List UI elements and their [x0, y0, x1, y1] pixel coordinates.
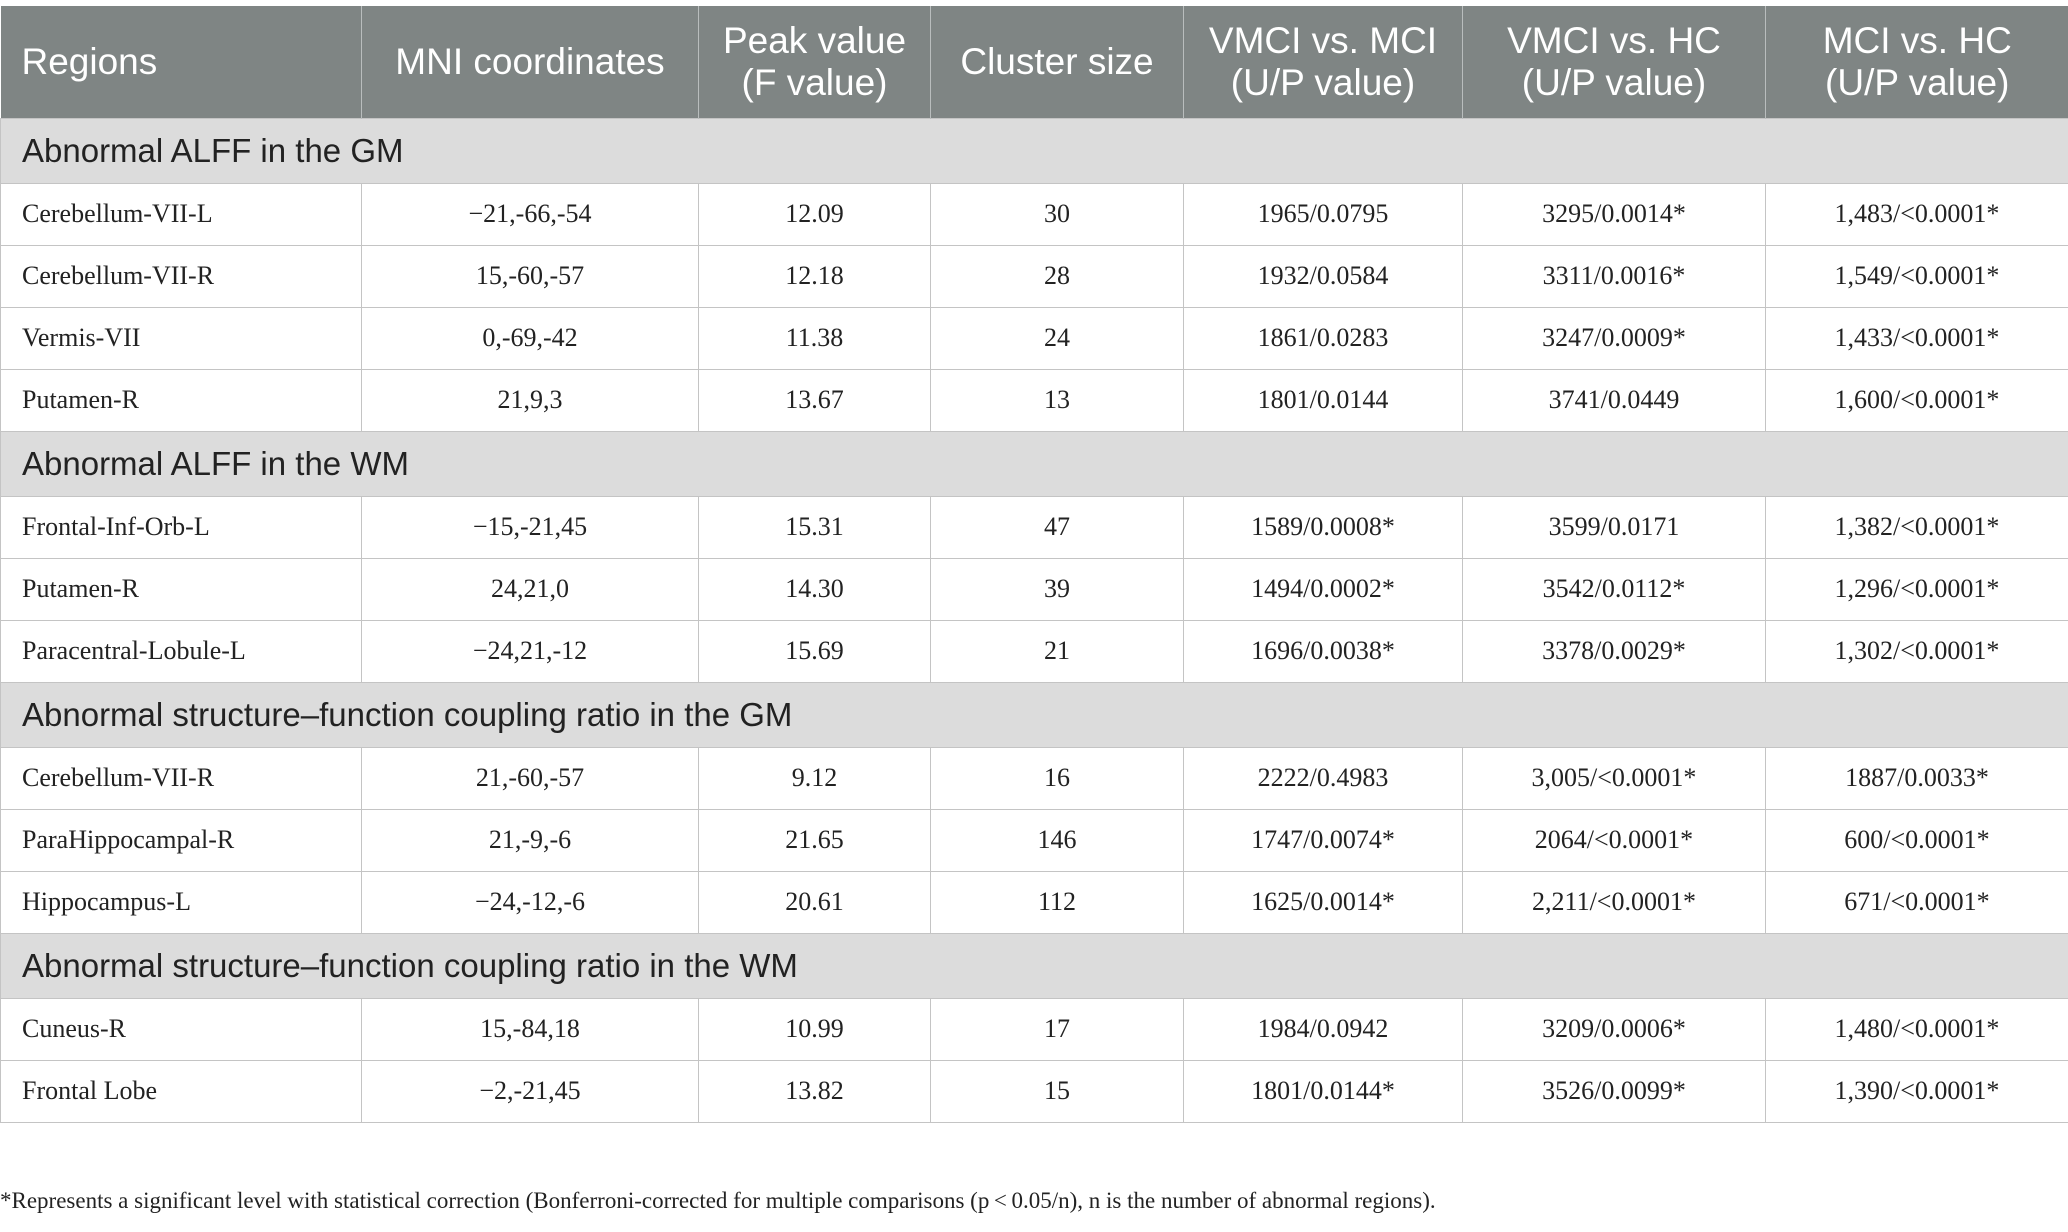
table-cell: Cerebellum-VII-L — [1, 183, 362, 245]
section-header-row — [1, 682, 2068, 747]
table-cell: 13 — [931, 369, 1184, 431]
table-cell: Paracentral-Lobule-L — [1, 620, 362, 682]
table-cell: −24,-12,-6 — [362, 871, 699, 933]
table-cell: 11.38 — [699, 307, 931, 369]
table-cell: 1,433/<0.0001* — [1766, 307, 2068, 369]
table-row — [1, 369, 2068, 431]
section-header-row — [1, 118, 2068, 183]
table-cell: 1984/0.0942 — [1184, 998, 1463, 1060]
table-cell: 1965/0.0795 — [1184, 183, 1463, 245]
section-title: Abnormal ALFF in the GM — [1, 118, 2068, 183]
table-cell: 1,480/<0.0001* — [1766, 998, 2068, 1060]
table-footnote: *Represents a significant level with statistical correction (Bonferroni-corrected for multiple comparisons (p < 0.05/n), n is the number of abnormal regions). — [0, 1188, 1436, 1213]
table-cell: 2064/<0.0001* — [1463, 809, 1766, 871]
table-cell: 16 — [931, 747, 1184, 809]
results-table — [0, 6, 2068, 1123]
table-cell: 1,382/<0.0001* — [1766, 496, 2068, 558]
column-header-regions: Regions — [1, 6, 362, 118]
table-cell: −15,-21,45 — [362, 496, 699, 558]
table-cell: 1589/0.0008* — [1184, 496, 1463, 558]
table-row — [1, 747, 2068, 809]
table-cell: 3599/0.0171 — [1463, 496, 1766, 558]
column-header-vmci-vs-mci: VMCI vs. MCI (U/P value) — [1184, 6, 1463, 118]
table-cell: Cuneus-R — [1, 998, 362, 1060]
column-header-cluster-size: Cluster size — [931, 6, 1184, 118]
table-cell: 12.18 — [699, 245, 931, 307]
table-cell: 1,296/<0.0001* — [1766, 558, 2068, 620]
table-cell: 12.09 — [699, 183, 931, 245]
table-cell: 1696/0.0038* — [1184, 620, 1463, 682]
table-cell: 1801/0.0144 — [1184, 369, 1463, 431]
table-cell: 30 — [931, 183, 1184, 245]
table-cell: 15 — [931, 1060, 1184, 1122]
table-row — [1, 809, 2068, 871]
table-row — [1, 1060, 2068, 1122]
table-cell: 3209/0.0006* — [1463, 998, 1766, 1060]
table-cell: 1625/0.0014* — [1184, 871, 1463, 933]
table-row — [1, 620, 2068, 682]
table-cell: 15.69 — [699, 620, 931, 682]
table-cell: Frontal-Inf-Orb-L — [1, 496, 362, 558]
table-cell: Frontal Lobe — [1, 1060, 362, 1122]
table-cell: 0,-69,-42 — [362, 307, 699, 369]
table-cell: Cerebellum-VII-R — [1, 747, 362, 809]
table-cell: 1932/0.0584 — [1184, 245, 1463, 307]
table-cell: 1494/0.0002* — [1184, 558, 1463, 620]
table-cell: Vermis-VII — [1, 307, 362, 369]
table-cell: 1,483/<0.0001* — [1766, 183, 2068, 245]
table-row — [1, 998, 2068, 1060]
table-cell: 21,-9,-6 — [362, 809, 699, 871]
table-cell: 28 — [931, 245, 1184, 307]
table-cell: −24,21,-12 — [362, 620, 699, 682]
table-row — [1, 558, 2068, 620]
table-cell: 15,-60,-57 — [362, 245, 699, 307]
table-cell: 17 — [931, 998, 1184, 1060]
table-cell: 1861/0.0283 — [1184, 307, 1463, 369]
table-cell: 20.61 — [699, 871, 931, 933]
section-header-row — [1, 933, 2068, 998]
table-cell: Cerebellum-VII-R — [1, 245, 362, 307]
table-cell: 1,549/<0.0001* — [1766, 245, 2068, 307]
table-row — [1, 307, 2068, 369]
table-cell: 15,-84,18 — [362, 998, 699, 1060]
section-title: Abnormal structure–function coupling ratio in the GM — [1, 682, 2068, 747]
table-cell: 671/<0.0001* — [1766, 871, 2068, 933]
table-cell: 3741/0.0449 — [1463, 369, 1766, 431]
section-header-row — [1, 431, 2068, 496]
table-cell: 13.67 — [699, 369, 931, 431]
table-cell: 14.30 — [699, 558, 931, 620]
table-cell: 3247/0.0009* — [1463, 307, 1766, 369]
table-cell: 1801/0.0144* — [1184, 1060, 1463, 1122]
table-cell: 15.31 — [699, 496, 931, 558]
table-cell: 3526/0.0099* — [1463, 1060, 1766, 1122]
table-cell: 9.12 — [699, 747, 931, 809]
table-cell: −2,-21,45 — [362, 1060, 699, 1122]
column-header-mni-coordinates: MNI coordinates — [362, 6, 699, 118]
table-cell: 600/<0.0001* — [1766, 809, 2068, 871]
table-cell: 2222/0.4983 — [1184, 747, 1463, 809]
table-header — [1, 6, 2068, 118]
table-row — [1, 496, 2068, 558]
table-cell: 13.82 — [699, 1060, 931, 1122]
table-cell: 3,005/<0.0001* — [1463, 747, 1766, 809]
table-cell: 1,390/<0.0001* — [1766, 1060, 2068, 1122]
column-header-peak-value: Peak value (F value) — [699, 6, 931, 118]
table-cell: 3295/0.0014* — [1463, 183, 1766, 245]
section-title: Abnormal ALFF in the WM — [1, 431, 2068, 496]
table-cell: 21 — [931, 620, 1184, 682]
table-cell: 3311/0.0016* — [1463, 245, 1766, 307]
table-cell: −21,-66,-54 — [362, 183, 699, 245]
table-cell: 1887/0.0033* — [1766, 747, 2068, 809]
table-cell: Hippocampus-L — [1, 871, 362, 933]
table-cell: 47 — [931, 496, 1184, 558]
table-cell: 1747/0.0074* — [1184, 809, 1463, 871]
table-cell: ParaHippocampal-R — [1, 809, 362, 871]
table-cell: 3542/0.0112* — [1463, 558, 1766, 620]
table-cell: 21,-60,-57 — [362, 747, 699, 809]
column-header-vmci-vs-hc: VMCI vs. HC (U/P value) — [1463, 6, 1766, 118]
table-row — [1, 871, 2068, 933]
table-cell: 21,9,3 — [362, 369, 699, 431]
table-cell: 3378/0.0029* — [1463, 620, 1766, 682]
table-cell: Putamen-R — [1, 369, 362, 431]
table-cell: 39 — [931, 558, 1184, 620]
table-cell: 1,302/<0.0001* — [1766, 620, 2068, 682]
table-cell: 112 — [931, 871, 1184, 933]
table-cell: 10.99 — [699, 998, 931, 1060]
table-row — [1, 245, 2068, 307]
table-cell: 146 — [931, 809, 1184, 871]
table-cell: 24 — [931, 307, 1184, 369]
table-body — [1, 118, 2068, 1122]
table-cell: 21.65 — [699, 809, 931, 871]
table-row — [1, 183, 2068, 245]
table-cell: 2,211/<0.0001* — [1463, 871, 1766, 933]
table-cell: Putamen-R — [1, 558, 362, 620]
section-title: Abnormal structure–function coupling ratio in the WM — [1, 933, 2068, 998]
table-cell: 1,600/<0.0001* — [1766, 369, 2068, 431]
column-header-mci-vs-hc: MCI vs. HC (U/P value) — [1766, 6, 2068, 118]
header-row — [1, 6, 2068, 118]
table-cell: 24,21,0 — [362, 558, 699, 620]
